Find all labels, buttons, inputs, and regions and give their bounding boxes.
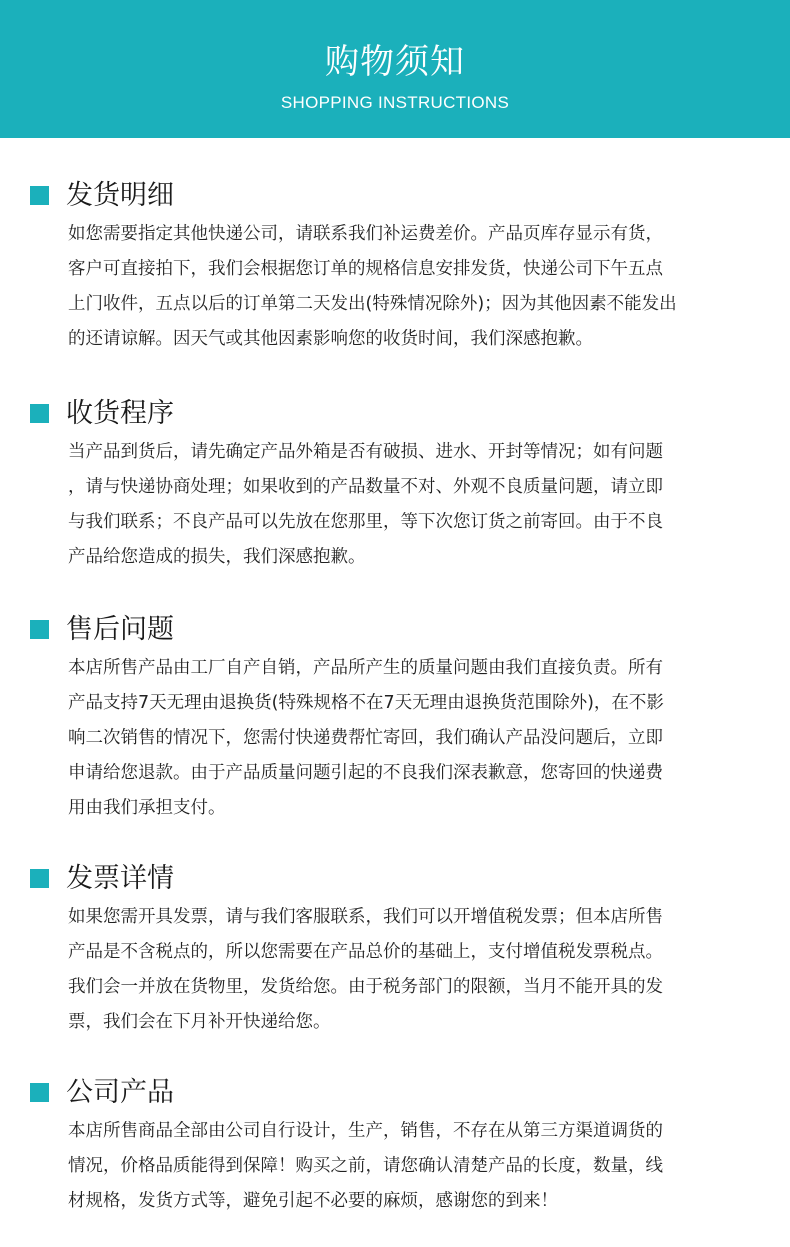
text-line: 申请给您退款。由于产品质量问题引起的不良我们深表歉意，您寄回的快递费 <box>68 763 663 783</box>
text-line: 产品是不含税点的，所以您需要在产品总价的基础上，支付增值税发票税点。 <box>68 942 663 962</box>
text-line: ，请与快递协商处理；如果收到的产品数量不对、外观不良质量问题，请立即 <box>68 477 663 497</box>
text-line: 产品给您造成的损失，我们深感抱歉。 <box>68 547 366 567</box>
text-line: 客户可直接拍下，我们会根据您订单的规格信息安排发货，快递公司下午五点 <box>68 259 663 279</box>
section-text <box>68 900 768 1040</box>
text-line: 材规格，发货方式等，避免引起不必要的麻烦，感谢您的到来！ <box>68 1191 558 1211</box>
text-line: 与我们联系；不良产品可以先放在您那里，等下次您订货之前寄回。由于不良 <box>68 512 663 532</box>
text-line: 情况，价格品质能得到保障！购买之前，请您确认清楚产品的长度，数量，线 <box>68 1156 663 1176</box>
text-line: 产品支持7天无理由退换货(特殊规格不在7天无理由退换货范围除外)，在不影 <box>68 693 664 713</box>
square-bullet-icon <box>30 869 49 888</box>
page-title: 购物须知 <box>325 42 465 82</box>
section-title: 售后问题 <box>66 614 174 645</box>
text-line: 响二次销售的情况下，您需付快递费帮忙寄回，我们确认产品没问题后，立即 <box>68 728 663 748</box>
square-bullet-icon <box>30 186 49 205</box>
section-title: 发货明细 <box>66 180 174 211</box>
section-text <box>68 217 768 357</box>
page-subtitle: SHOPPING INSTRUCTIONS <box>280 93 510 112</box>
text-line: 上门收件，五点以后的订单第二天发出(特殊情况除外)；因为其他因素不能发出 <box>68 294 677 314</box>
text-line: 的还请谅解。因天气或其他因素影响您的收货时间，我们深感抱歉。 <box>68 329 593 349</box>
square-bullet-icon <box>30 620 49 639</box>
text-line: 如您需要指定其他快递公司，请联系我们补运费差价。产品页库存显示有货， <box>68 224 663 244</box>
section-title: 公司产品 <box>66 1077 174 1108</box>
section-text <box>68 651 768 826</box>
section-text <box>68 435 768 575</box>
text-line: 用由我们承担支付。 <box>68 798 226 818</box>
section-title: 收货程序 <box>66 398 174 429</box>
text-line: 票，我们会在下月补开快递给您。 <box>68 1012 331 1032</box>
section-text <box>68 1114 768 1219</box>
header-banner <box>0 0 790 138</box>
section-title: 发票详情 <box>66 863 174 894</box>
text-line: 当产品到货后，请先确定产品外箱是否有破损、进水、开封等情况；如有问题 <box>68 442 663 462</box>
square-bullet-icon <box>30 1083 49 1102</box>
text-line: 本店所售商品全部由公司自行设计，生产，销售，不存在从第三方渠道调货的 <box>68 1121 663 1141</box>
text-line: 如果您需开具发票，请与我们客服联系，我们可以开增值税发票；但本店所售 <box>68 907 663 927</box>
text-line: 本店所售产品由工厂自产自销，产品所产生的质量问题由我们直接负责。所有 <box>68 658 663 678</box>
text-line: 我们会一并放在货物里，发货给您。由于税务部门的限额，当月不能开具的发 <box>68 977 663 997</box>
square-bullet-icon <box>30 404 49 423</box>
